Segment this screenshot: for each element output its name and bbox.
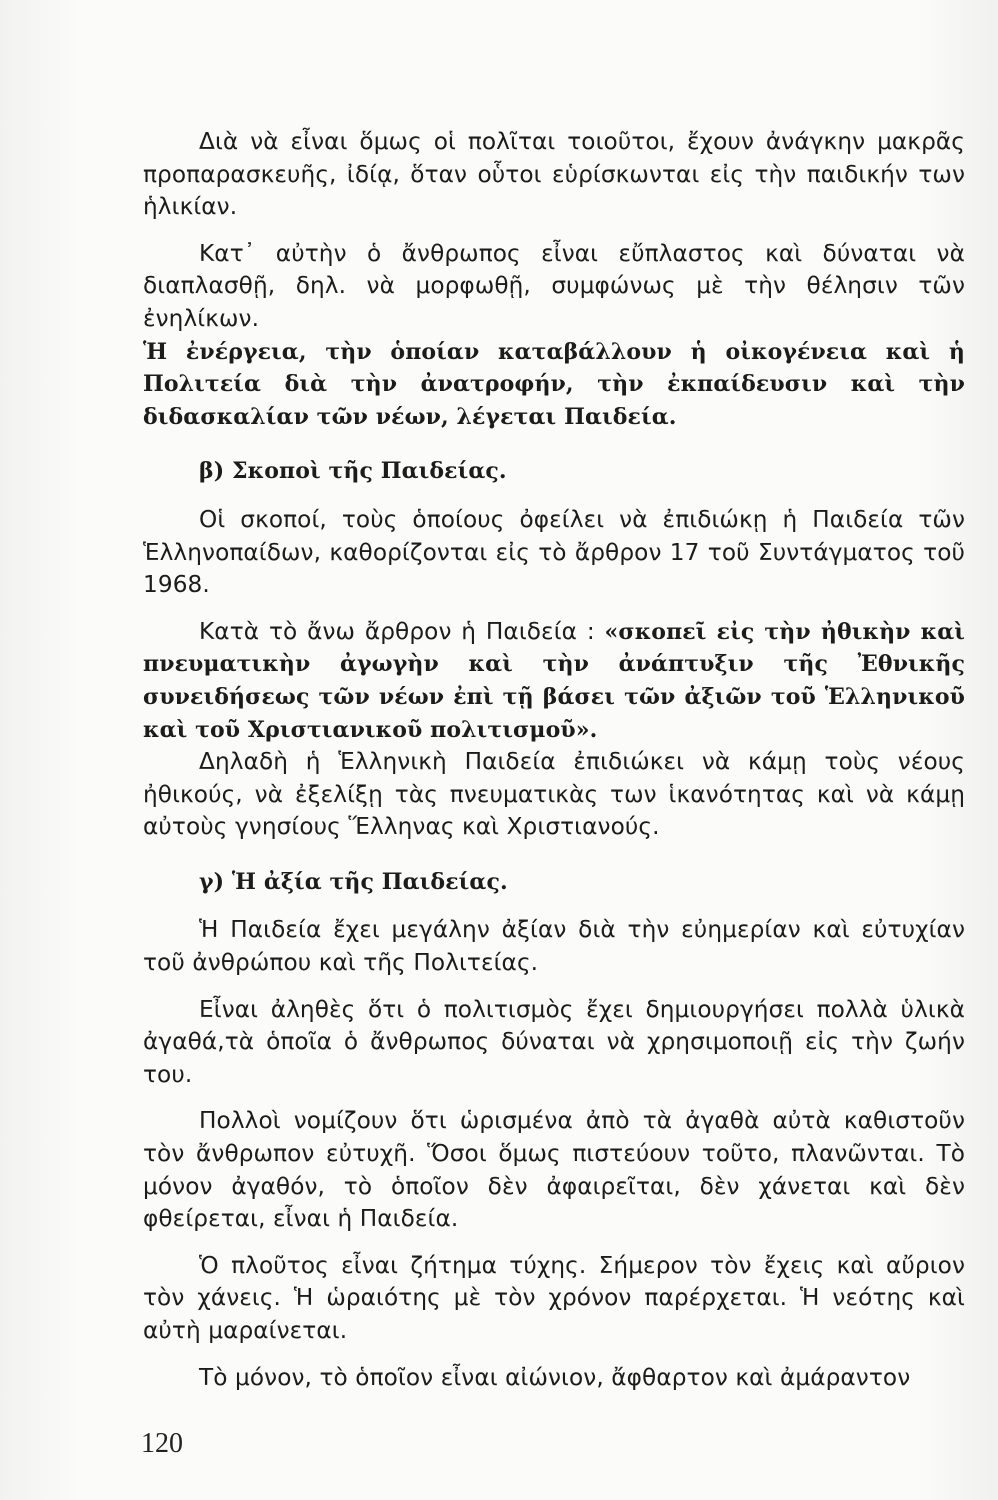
paragraph-wealth-beauty-youth: Ὁ πλοῦτος εἶναι ζήτημα τύχης. Σήμερον τὸν ἔχεις καὶ αὔριον τὸν χάνεις. Ἡ ὡραιότης μὲ τὸν χρόνον παρέρχεται. Ἡ νεότης καὶ αὐτὴ μαραίνεται. (143, 1251, 965, 1344)
page-number: 120 (141, 1428, 183, 1459)
paragraph-aims-constitution: Οἱ σκοποί, τοὺς ὁποίους ὀφείλει νὰ ἐπιδιώκῃ ἡ Παιδεία τῶν Ἑλληνοπαίδων, καθορίζονται εἰς τὸ ἄρθρον 17 τοῦ Συντάγματος τοῦ 1968. (143, 505, 965, 599)
paragraph-material-goods: Εἶναι ἀληθὲς ὅτι ὁ πολιτισμὸς ἔχει δημιουργήσει πολλὰ ὑλικὰ ἀγαθά,τὰ ὁποῖα ὁ ἄνθρωπος δύναται νὰ χρησιμοποιῇ εἰς τὴν ζωήν του. (143, 995, 965, 1088)
paragraph-happiness-misconception: Πολλοὶ νομίζουν ὅτι ὡρισμένα ἀπὸ τὰ ἀγαθὰ αὐτὰ καθιστοῦν τὸν ἄνθρωπον εὐτυχῆ. Ὅσοι ὅμως πιστεύουν τοῦτο, πλανῶνται. Τὸ μόνον ἀγαθόν, τὸ ὁποῖον δὲν ἀφαιρεῖται, δὲν χάνεται καὶ δὲν φθείρεται, εἶναι ἡ Παιδεία. (143, 1107, 965, 1233)
paragraph-childhood-malleable: Κατ᾽ αὐτὴν ὁ ἄνθρωπος εἶναι εὔπλαστος καὶ δύναται νὰ διαπλασθῇ, δηλ. νὰ μορφωθῇ, συμφώνως μὲ τὴν θέλησιν τῶν ἐνηλίκων. (143, 239, 965, 332)
paragraph-greek-education-aims: Δηλαδὴ ἡ Ἑλληνικὴ Παιδεία ἐπιδιώκει νὰ κάμῃ τοὺς νέους ἠθικούς, νὰ ἐξελίξῃ τὰς πνευματικὰς των ἱκανότητας καὶ νὰ κάμῃ αὐτοὺς γνησίους Ἕλληνας καὶ Χριστιανούς. (143, 748, 965, 841)
paragraph-value-of-education: Ἡ Παιδεία ἔχει μεγάλην ἀξίαν διὰ τὴν εὐημερίαν καὶ εὐτυχίαν τοῦ ἀνθρώπου καὶ τῆς Πολιτείας. (143, 916, 965, 977)
definition-paideia: Ἡ ἐνέργεια, τὴν ὁποίαν καταβάλλουν ἡ οἰκογένεια καὶ ἡ Πολιτεία διὰ τὴν ἀνατροφήν, τὴν ἐκπαίδευσιν καὶ τὴν διδασκαλίαν τῶν νέων, λέγεται Παιδεία. (143, 338, 965, 430)
body-text (143, 126, 965, 1394)
section-heading-value: γ) Ἡ ἀξία τῆς Παιδείας. (199, 868, 508, 895)
article-quote-text: «σκοπεῖ εἰς τὴν ἠθικὴν καὶ πνευματικὴν ἀγωγὴν καὶ τὴν ἀνάπτυξιν τῆς Ἐθνικῆς συνειδήσεως τῶν νέων ἐπὶ τῇ βάσει τῶν ἀξιῶν τοῦ Ἑλληνικοῦ καὶ τοῦ Χριστιανικοῦ πολιτισμοῦ». (143, 618, 965, 743)
article-intro-text: Κατὰ τὸ ἄνω ἄρθρον ἡ Παιδεία : (199, 617, 605, 645)
section-heading-aims: β) Σκοποὶ τῆς Παιδείας. (199, 458, 507, 485)
paragraph-citizens-preparation: Διὰ νὰ εἶναι ὅμως οἱ πολῖται τοιοῦτοι, ἔχουν ἀνάγκην μακρᾶς προπαρασκευῆς, ἰδίᾳ, ὅταν οὗτοι εὑρίσκωνται εἰς τὴν παιδικήν των ἡλικίαν. (143, 128, 965, 221)
paragraph-eternal-good: Τὸ μόνον, τὸ ὁποῖον εἶναι αἰώνιον, ἄφθαρτον καὶ ἀμάραντον (199, 1363, 911, 1391)
paragraph-article-quote (143, 616, 965, 746)
